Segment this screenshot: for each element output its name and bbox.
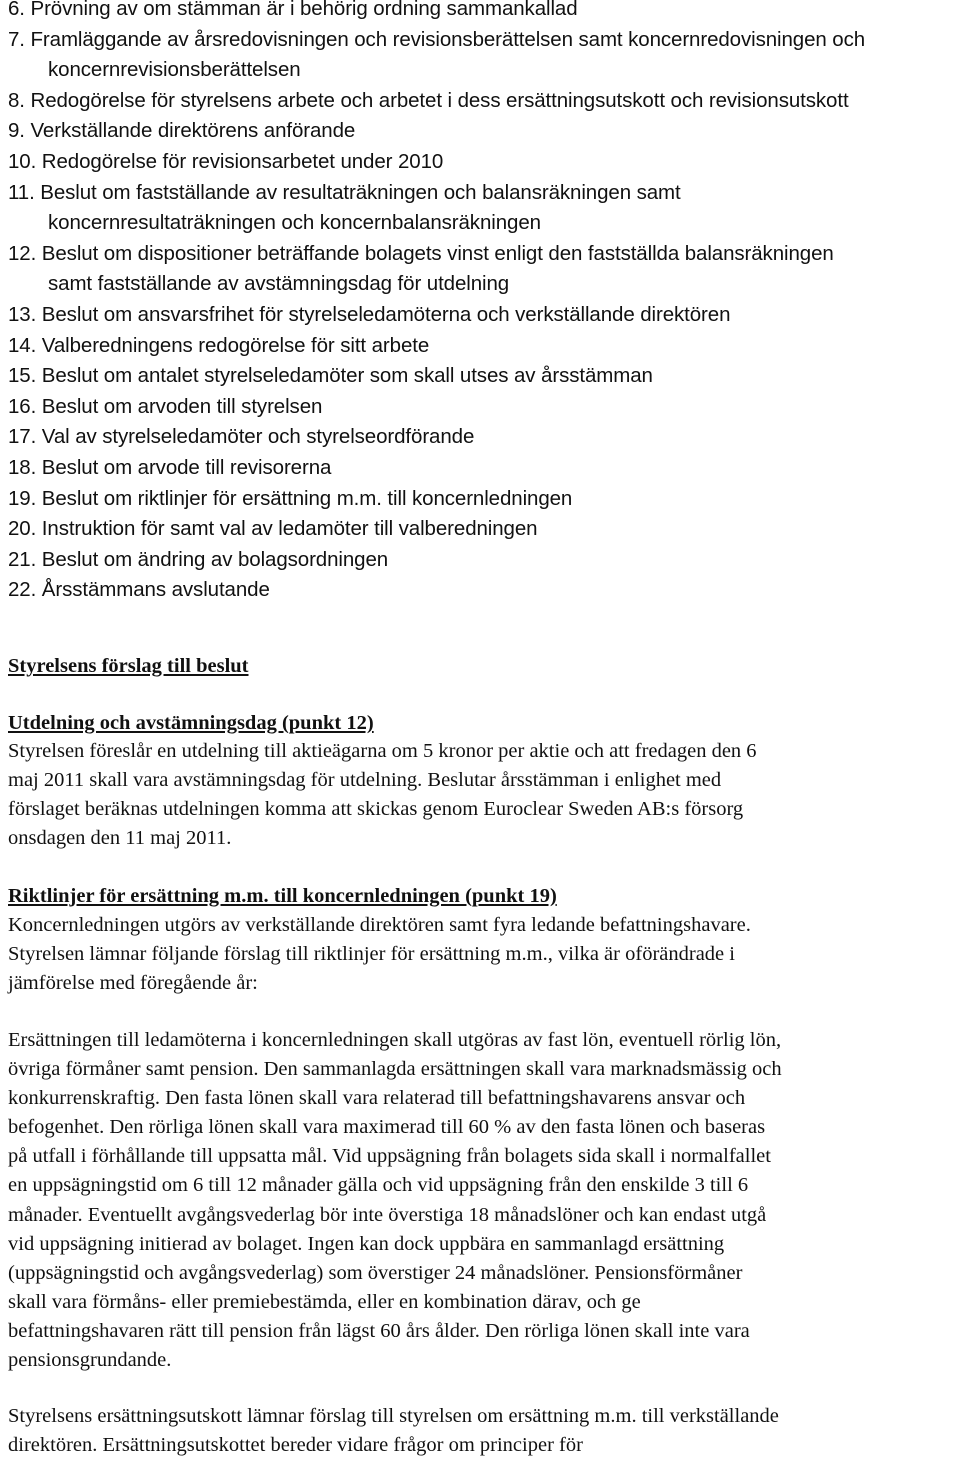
paragraph-line: pensionsgrundande. (8, 1349, 172, 1372)
agenda-item (8, 116, 953, 147)
paragraph-line: direktören. Ersättningsutskottet bereder vidare frågor om principer för (8, 1434, 583, 1457)
dividend-heading (8, 709, 374, 738)
paragraph-line: befattningshavaren rätt till pension från lägst 60 års ålder. Den rörliga lönen skall inte vara (8, 1319, 750, 1342)
paragraph-line: månader. Eventuellt avgångsvederlag bör inte överstiga 18 månadslöner och kan endast utgå (8, 1203, 767, 1226)
paragraph-line: Styrelsen lämnar följande förslag till riktlinjer för ersättning m.m., vilka är oförändrade i (8, 943, 735, 966)
paragraph-line: konkurrenskraftig. Den fasta lönen skall vara relaterad till befattningshavarens ansvar och (8, 1087, 746, 1110)
paragraph-line: Styrelsen föreslår en utdelning till aktieägarna om 5 kronor per aktie och att fredagen den 6 (8, 740, 757, 762)
agenda-item (8, 25, 953, 86)
agenda-item-text: 10. Redogörelse för revisionsarbetet under 2010 (8, 149, 444, 173)
section-title: Styrelsens förslag till beslut (8, 655, 249, 677)
paragraph-line: (uppsägningstid och avgångsvederlag) som överstiger 24 månadslöner. Pensionsförmåner (8, 1261, 743, 1284)
paragraph-line: befogenhet. Den rörliga lönen skall vara maximerad till 60 % av den fasta lönen och baseras (8, 1116, 766, 1139)
agenda-item-text: 6. Prövning av om stämman är i behörig ordning sammankallad (8, 0, 578, 20)
agenda-item (8, 545, 953, 576)
agenda-item-text: 13. Beslut om ansvarsfrihet för styrelseledamöterna och verkställande direktören (8, 302, 731, 326)
agenda-item-text: 16. Beslut om arvoden till styrelsen (8, 394, 323, 418)
paragraph-line: onsdagen den 11 maj 2011. (8, 827, 232, 850)
agenda-item-text: 8. Redogörelse för styrelsens arbete och arbetet i dess ersättningsutskott och revisionsutskott (8, 88, 849, 112)
paragraph-line: vid uppsägning initierad av bolaget. Ingen kan dock uppbära en sammanlagd ersättning (8, 1232, 725, 1255)
paragraph-line: maj 2011 skall vara avstämningsdag för utdelning. Beslutar årsstämman i enlighet med (8, 769, 722, 792)
agenda-item-text: 9. Verkställande direktörens anförande (8, 119, 356, 143)
agenda-item-text: 20. Instruktion för samt val av ledamöter till valberedningen (8, 517, 538, 541)
agenda-item-text: 11. Beslut om fastställande av resultaträkningen och balansräkningen samt (8, 180, 681, 204)
paragraph-line: skall vara förmåns- eller premiebestämda, eller en kombination därav, och ge (8, 1290, 641, 1313)
dividend-heading-text: Utdelning och avstämningsdag (punkt 12) (8, 712, 374, 734)
remuneration-body-paragraph (8, 1026, 956, 1375)
paragraph-line: jämförelse med föregående år: (8, 972, 258, 995)
agenda-item-continuation: koncernrevisionsberättelsen (48, 58, 301, 82)
remuneration-heading (8, 882, 557, 911)
paragraph-line: övriga förmåner samt pension. Den sammanlagda ersättningen skall vara marknadsmässig och (8, 1058, 782, 1081)
agenda-item-text: 19. Beslut om riktlinjer för ersättning m.m. till koncernledningen (8, 486, 573, 510)
paragraph-line: en uppsägningstid om 6 till 12 månader gälla och vid uppsägning från den enskilde 3 till 6 (8, 1174, 749, 1197)
agenda-item (8, 147, 953, 178)
agenda-item (8, 575, 953, 606)
agenda-item (8, 484, 953, 515)
agenda-item (8, 361, 953, 392)
agenda-item (8, 453, 953, 484)
agenda-item-text: 14. Valberedningens redogörelse för sitt arbete (8, 333, 430, 357)
paragraph-line: Koncernledningen utgörs av verkställande direktören samt fyra ledande befattningshavare. (8, 914, 751, 936)
agenda-item-text: 21. Beslut om ändring av bolagsordningen (8, 547, 389, 571)
remuneration-intro-paragraph (8, 911, 956, 998)
agenda-item (8, 514, 953, 545)
agenda-item (8, 331, 953, 362)
agenda-item (8, 239, 953, 300)
agenda-item-text: 12. Beslut om dispositioner beträffande bolagets vinst enligt den fastställda balansräkningen (8, 241, 834, 265)
agenda-item (8, 422, 953, 453)
agenda-item-continuation: samt fastställande av avstämningsdag för utdelning (48, 272, 510, 296)
agenda-item (8, 300, 953, 331)
agenda-item (8, 178, 953, 239)
agenda-item-continuation: koncernresultaträkningen och koncernbalansräkningen (48, 211, 541, 235)
paragraph-line: Styrelsens ersättningsutskott lämnar förslag till styrelsen om ersättning m.m. till verkställande (8, 1405, 779, 1427)
paragraph-line: på utfall i förhållande till uppsatta mål. Vid uppsägning från bolagets sida skall i normalfallet (8, 1145, 771, 1168)
remuneration-heading-text: Riktlinjer för ersättning m.m. till koncernledningen (punkt 19) (8, 885, 557, 907)
agenda-list (8, 0, 953, 606)
agenda-item-text: 22. Årsstämmans avslutande (8, 578, 270, 602)
dividend-paragraph (8, 737, 956, 853)
agenda-item-text: 7. Framläggande av årsredovisningen och revisionsberättelsen samt koncernredovisningen och (8, 27, 866, 51)
paragraph-line: Ersättningen till ledamöterna i koncernledningen skall utgöras av fast lön, eventuell rörlig lön, (8, 1029, 782, 1051)
agenda-item (8, 392, 953, 423)
remuneration-committee-paragraph (8, 1402, 956, 1460)
agenda-item (8, 0, 953, 25)
agenda-item-text: 18. Beslut om arvode till revisorerna (8, 455, 332, 479)
agenda-item (8, 86, 953, 117)
paragraph-line: förslaget beräknas utdelningen komma att skickas genom Euroclear Sweden AB:s försorg (8, 798, 744, 821)
agenda-item-text: 17. Val av styrelseledamöter och styrelseordförande (8, 425, 475, 449)
agenda-item-text: 15. Beslut om antalet styrelseledamöter som skall utses av årsstämman (8, 364, 653, 388)
